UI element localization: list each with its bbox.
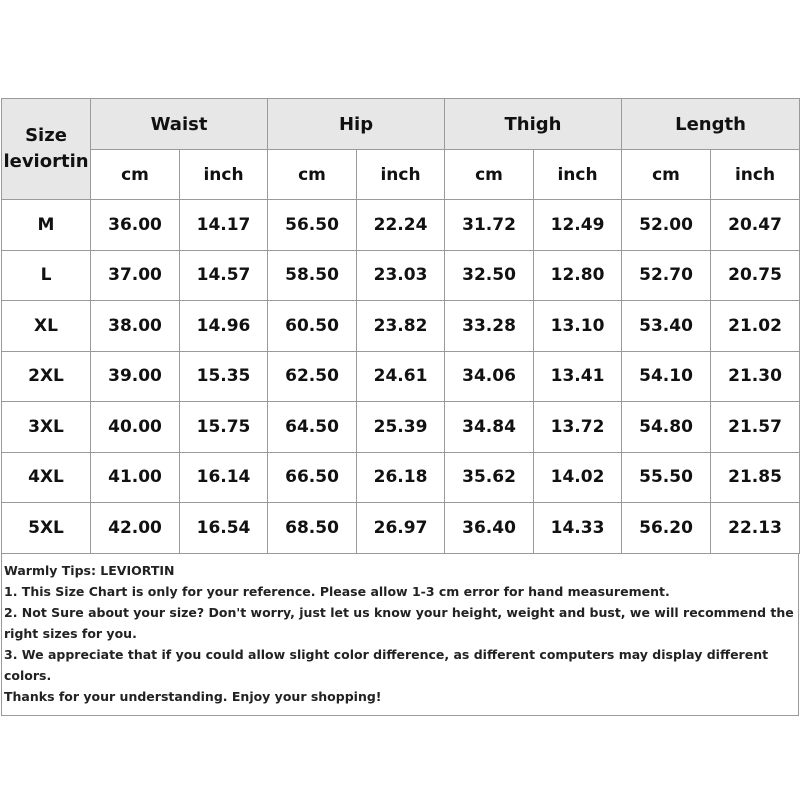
measurement-cell: 68.50 xyxy=(268,503,357,554)
measurement-cell: 36.40 xyxy=(445,503,534,554)
header-row-units xyxy=(2,150,800,200)
tips-title: Warmly Tips: LEVIORTIN xyxy=(4,562,175,578)
measurement-cell: 13.41 xyxy=(534,351,622,402)
measurement-cell: 14.96 xyxy=(180,301,268,352)
measurement-cell: 16.14 xyxy=(180,452,268,503)
unit-header: inch xyxy=(711,150,800,200)
size-label-line2: leviortin xyxy=(3,151,89,172)
unit-header: inch xyxy=(534,150,622,200)
table-row xyxy=(2,200,800,251)
table-row xyxy=(2,503,800,554)
measurement-cell: 66.50 xyxy=(268,452,357,503)
measurement-cell: 52.70 xyxy=(622,250,711,301)
unit-header: cm xyxy=(622,150,711,200)
tips-line: 2. Not Sure about your size? Don't worry, just let us know your height, weight and bust, we will recommend the right sizes for you. xyxy=(4,604,794,641)
table-row xyxy=(2,351,800,402)
measurement-cell: 23.03 xyxy=(357,250,445,301)
measurement-cell: 14.57 xyxy=(180,250,268,301)
measurement-cell: 35.62 xyxy=(445,452,534,503)
measurement-cell: 40.00 xyxy=(91,402,180,453)
measurement-cell: 26.97 xyxy=(357,503,445,554)
measurement-cell: 22.24 xyxy=(357,200,445,251)
unit-header: inch xyxy=(357,150,445,200)
measurement-cell: 23.82 xyxy=(357,301,445,352)
measurement-cell: 56.50 xyxy=(268,200,357,251)
group-header-thigh: Thigh xyxy=(445,99,622,150)
size-chart xyxy=(1,98,799,716)
group-header-hip: Hip xyxy=(268,99,445,150)
table-row xyxy=(2,250,800,301)
measurement-cell: 54.80 xyxy=(622,402,711,453)
measurement-cell: 34.06 xyxy=(445,351,534,402)
measurement-cell: 14.02 xyxy=(534,452,622,503)
measurement-cell: 54.10 xyxy=(622,351,711,402)
measurement-cell: 21.85 xyxy=(711,452,800,503)
size-cell: XL xyxy=(2,301,91,352)
size-table-body xyxy=(2,200,800,554)
tips-line: 1. This Size Chart is only for your reference. Please allow 1-3 cm error for hand measurement. xyxy=(4,583,670,599)
tips-line: Thanks for your understanding. Enjoy your shopping! xyxy=(4,688,382,704)
measurement-cell: 55.50 xyxy=(622,452,711,503)
size-cell: 4XL xyxy=(2,452,91,503)
measurement-cell: 56.20 xyxy=(622,503,711,554)
measurement-cell: 64.50 xyxy=(268,402,357,453)
measurement-cell: 62.50 xyxy=(268,351,357,402)
size-cell: L xyxy=(2,250,91,301)
measurement-cell: 58.50 xyxy=(268,250,357,301)
measurement-cell: 20.47 xyxy=(711,200,800,251)
measurement-cell: 24.61 xyxy=(357,351,445,402)
measurement-cell: 16.54 xyxy=(180,503,268,554)
measurement-cell: 38.00 xyxy=(91,301,180,352)
measurement-cell: 20.75 xyxy=(711,250,800,301)
measurement-cell: 21.57 xyxy=(711,402,800,453)
size-cell: 3XL xyxy=(2,402,91,453)
measurement-cell: 60.50 xyxy=(268,301,357,352)
header-row-groups xyxy=(2,99,800,150)
measurement-cell: 41.00 xyxy=(91,452,180,503)
measurement-cell: 26.18 xyxy=(357,452,445,503)
measurement-cell: 15.75 xyxy=(180,402,268,453)
unit-header: cm xyxy=(268,150,357,200)
tips-line: 3. We appreciate that if you could allow slight color difference, as different computers may display different colors. xyxy=(4,646,769,683)
measurement-cell: 42.00 xyxy=(91,503,180,554)
table-row xyxy=(2,301,800,352)
measurement-cell: 36.00 xyxy=(91,200,180,251)
measurement-cell: 13.72 xyxy=(534,402,622,453)
size-column-header xyxy=(2,99,91,200)
measurement-cell: 39.00 xyxy=(91,351,180,402)
measurement-cell: 34.84 xyxy=(445,402,534,453)
table-row xyxy=(2,402,800,453)
measurement-cell: 14.33 xyxy=(534,503,622,554)
measurement-cell: 13.10 xyxy=(534,301,622,352)
measurement-cell: 21.02 xyxy=(711,301,800,352)
size-label-line1: Size xyxy=(25,125,67,146)
measurement-cell: 21.30 xyxy=(711,351,800,402)
unit-header: cm xyxy=(91,150,180,200)
measurement-cell: 12.49 xyxy=(534,200,622,251)
measurement-cell: 25.39 xyxy=(357,402,445,453)
unit-header: inch xyxy=(180,150,268,200)
tips-section xyxy=(1,554,799,716)
group-header-length: Length xyxy=(622,99,800,150)
measurement-cell: 37.00 xyxy=(91,250,180,301)
table-row xyxy=(2,452,800,503)
group-header-waist: Waist xyxy=(91,99,268,150)
size-cell: 2XL xyxy=(2,351,91,402)
measurement-cell: 14.17 xyxy=(180,200,268,251)
measurement-cell: 52.00 xyxy=(622,200,711,251)
measurement-cell: 33.28 xyxy=(445,301,534,352)
measurement-cell: 22.13 xyxy=(711,503,800,554)
measurement-cell: 31.72 xyxy=(445,200,534,251)
size-table xyxy=(1,98,800,554)
measurement-cell: 53.40 xyxy=(622,301,711,352)
size-cell: M xyxy=(2,200,91,251)
measurement-cell: 15.35 xyxy=(180,351,268,402)
size-cell: 5XL xyxy=(2,503,91,554)
measurement-cell: 12.80 xyxy=(534,250,622,301)
measurement-cell: 32.50 xyxy=(445,250,534,301)
unit-header: cm xyxy=(445,150,534,200)
